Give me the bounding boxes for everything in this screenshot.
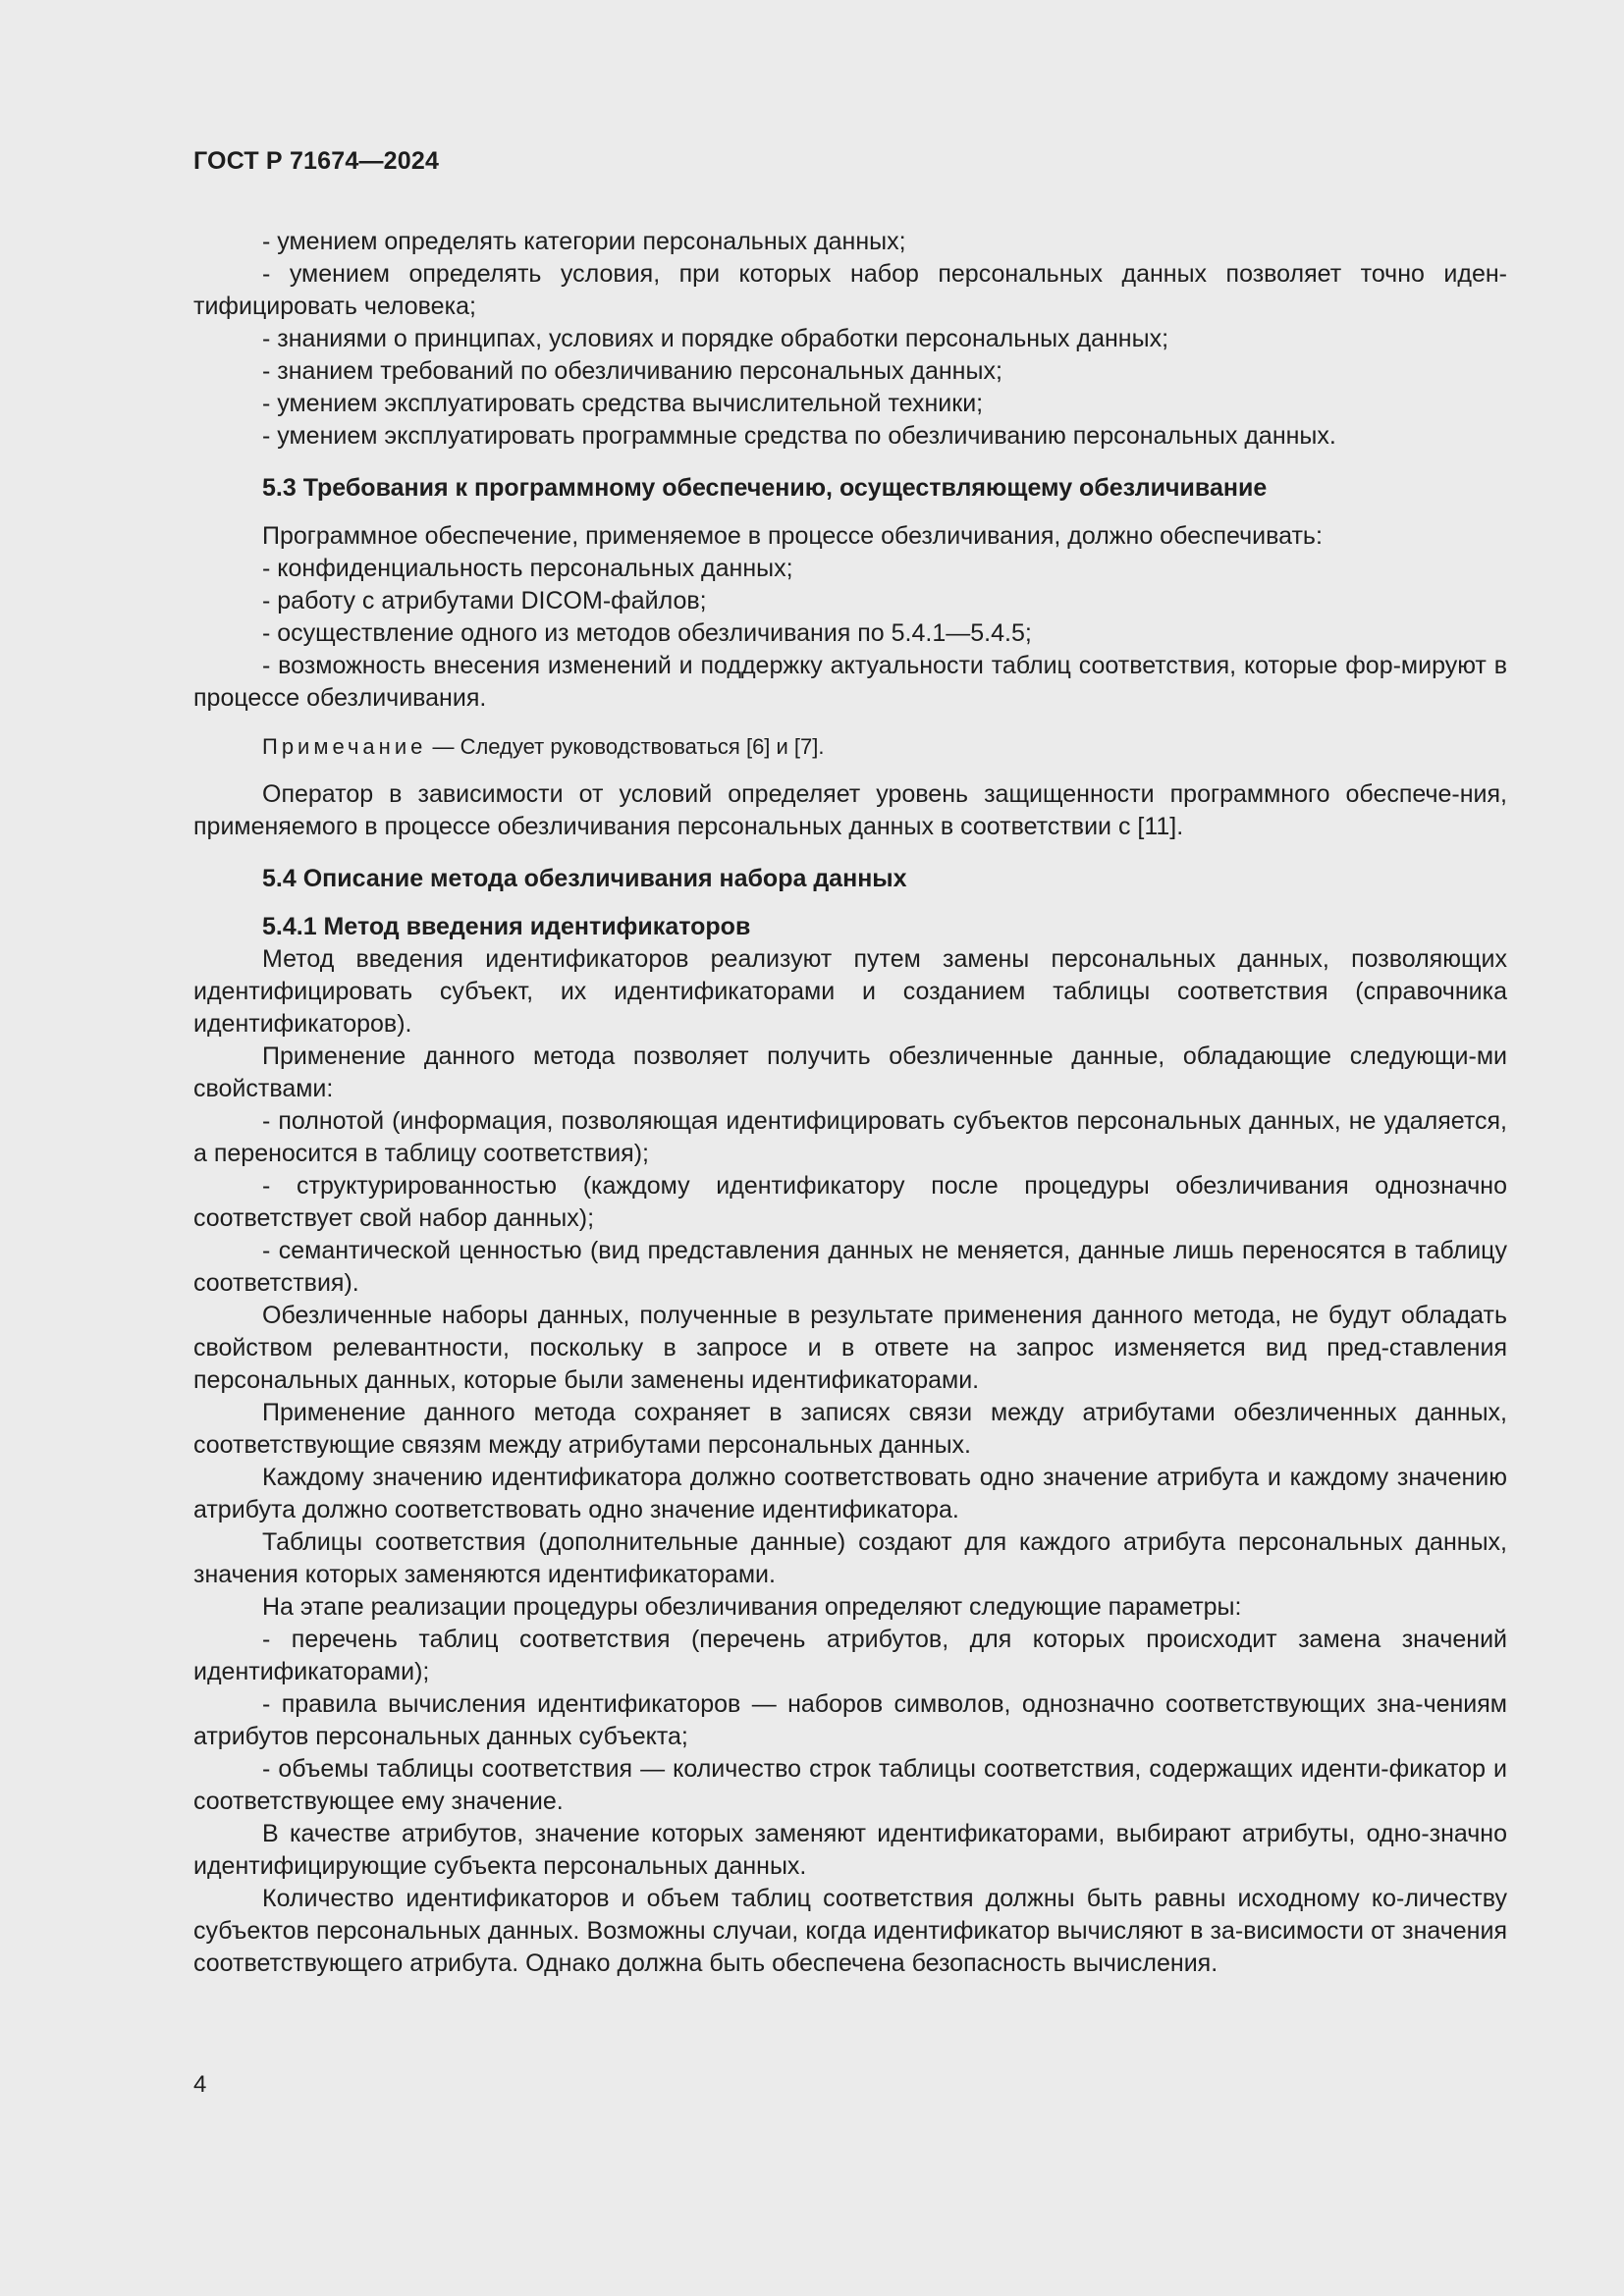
- paragraph: Применение данного метода сохраняет в записях связи между атрибутами обезличенных данных, соответствующие связям между атрибутами персональных данных.: [193, 1399, 1507, 1459]
- note: [193, 730, 1507, 763]
- paragraph: Программное обеспечение, применяемое в процессе обезличивания, должно обеспечивать:: [262, 522, 1323, 550]
- section-heading-5-3: 5.3 Требования к программному обеспечению, осуществляющему обезличивание: [262, 474, 1268, 502]
- section-heading-5-4-1: 5.4.1 Метод введения идентификаторов: [262, 913, 751, 940]
- list-item: - возможность внесения изменений и поддержку актуальности таблиц соответствия, которые фор-мируют в процессе обезличивания.: [193, 652, 1507, 712]
- list-item: - полнотой (информация, позволяющая идентифицировать субъектов персональных данных, не удаляется, а переносится в таблицу соответствия);: [193, 1107, 1507, 1167]
- paragraph: Метод введения идентификаторов реализуют путем замены персональных данных, позволяющих идентифицировать субъект, их идентификаторами и созданием таблицы соответствия (справочника идентификаторов).: [193, 945, 1507, 1038]
- list-item: - умением определять условия, при которых набор персональных данных позволяет точно иден-тифицировать человека;: [193, 260, 1507, 320]
- list-item: - объемы таблицы соответствия — количество строк таблицы соответствия, содержащих иденти-фикатор и соответствующее ему значение.: [193, 1755, 1507, 1815]
- document-code-header: ГОСТ Р 71674—2024: [193, 147, 440, 175]
- note-text: — Следует руководствоваться [6] и [7].: [426, 734, 825, 759]
- section-heading-5-4: 5.4 Описание метода обезличивания набора данных: [262, 865, 907, 892]
- list-item: - конфиденциальность персональных данных;: [262, 555, 793, 582]
- list-item: - работу с атрибутами DICOM-файлов;: [262, 587, 707, 614]
- list-item: - знаниями о принципах, условиях и порядке обработки персональных данных;: [262, 325, 1169, 352]
- paragraph: Таблицы соответствия (дополнительные данные) создают для каждого атрибута персональных данных, значения которых заменяются идентификаторами.: [193, 1528, 1507, 1588]
- paragraph: Оператор в зависимости от условий определяет уровень защищенности программного обеспече-ния, применяемого в процессе обезличивания персональных данных в соответствии с [11].: [193, 780, 1507, 840]
- list-item: - семантической ценностью (вид представления данных не меняется, данные лишь переносятся в таблицу соответствия).: [193, 1237, 1507, 1297]
- list-item: - правила вычисления идентификаторов — наборов символов, однозначно соответствующих зна-чениям атрибутов персональных данных субъекта;: [193, 1690, 1507, 1750]
- paragraph: Количество идентификаторов и объем таблиц соответствия должны быть равны исходному ко-личеству субъектов персональных данных. Возможны случаи, когда идентификатор вычисляют в за-висимости от значения соответствующего атрибута. Однако должна быть обеспечена безопасность вычисления.: [193, 1885, 1507, 1977]
- paragraph: Каждому значению идентификатора должно соответствовать одно значение атрибута и каждому значению атрибута должно соответствовать одно значение идентификатора.: [193, 1464, 1507, 1523]
- paragraph: Обезличенные наборы данных, полученные в результате применения данного метода, не будут обладать свойством релевантности, поскольку в запросе и в ответе на запрос изменяется вид пред-ставления персональных данных, которые были заменены идентификаторами.: [193, 1302, 1507, 1394]
- list-item: - структурированностью (каждому идентификатору после процедуры обезличивания однозначно соответствует свой набор данных);: [193, 1172, 1507, 1232]
- paragraph: На этапе реализации процедуры обезличивания определяют следующие параметры:: [262, 1593, 1242, 1621]
- list-item: - осуществление одного из методов обезличивания по 5.4.1—5.4.5;: [262, 619, 1032, 647]
- list-item: - умением эксплуатировать программные средства по обезличиванию персональных данных.: [262, 422, 1336, 450]
- list-item: - умением эксплуатировать средства вычислительной техники;: [262, 390, 984, 417]
- paragraph: В качестве атрибутов, значение которых заменяют идентификаторами, выбирают атрибуты, одно-значно идентифицирующие субъекта персональных данных.: [193, 1820, 1507, 1880]
- list-item: - знанием требований по обезличиванию персональных данных;: [262, 357, 1002, 385]
- list-item: - умением определять категории персональных данных;: [262, 228, 906, 255]
- document-body: [193, 226, 1507, 1980]
- page-number: 4: [193, 2071, 207, 2098]
- paragraph: Применение данного метода позволяет получить обезличенные данные, обладающие следующи-ми свойствами:: [193, 1042, 1507, 1102]
- list-item: - перечень таблиц соответствия (перечень атрибутов, для которых происходит замена значений идентификаторами);: [193, 1626, 1507, 1685]
- note-label: Примечание: [262, 734, 427, 759]
